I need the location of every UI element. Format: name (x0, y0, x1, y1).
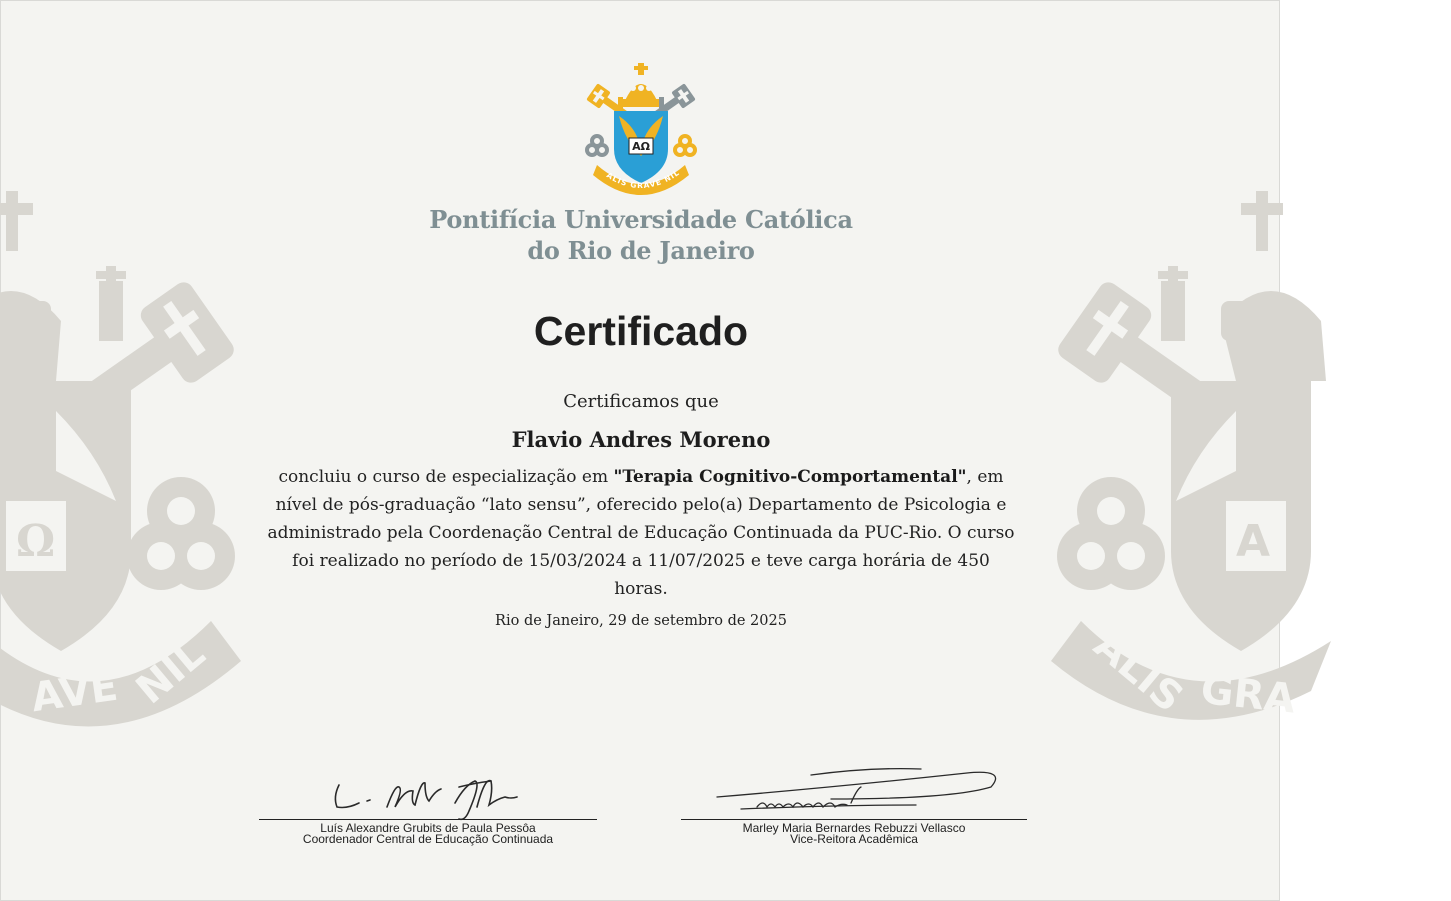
svg-text:A: A (1236, 516, 1271, 567)
handwritten-signature (259, 763, 597, 823)
watermark-crest-left (0, 171, 241, 731)
handwritten-signature (681, 763, 1027, 823)
signer-name: Luís Alexandre Grubits de Paula Pessôa (320, 821, 536, 835)
crest-alpha-omega: AΩ (632, 140, 650, 153)
svg-text:Ω: Ω (16, 516, 56, 567)
university-name (341, 204, 941, 266)
university-name-line1: Pontifícia Universidade Católica (429, 205, 853, 234)
body-text-start: concluiu o curso de especialização em (278, 467, 614, 487)
place-and-date: Rio de Janeiro, 29 de setembro de 2025 (495, 613, 787, 629)
signature-line (259, 819, 597, 820)
watermark-crest-right (1051, 171, 1451, 731)
signer-role: Vice-Reitora Acadêmica (790, 832, 918, 846)
signer-role: Coordenador Central de Educação Continuada (302, 832, 554, 846)
university-crest-logo (581, 61, 701, 196)
course-name: "Terapia Cognitivo-Comportamental" (613, 467, 967, 487)
crest-motto: ALIS GRAVE NIL (604, 167, 682, 191)
university-name-line2: do Rio de Janeiro (527, 236, 755, 265)
svg-text:GRA: GRA (1198, 666, 1298, 723)
certificate-body (263, 463, 1019, 603)
certificate-title: Certificado (533, 308, 749, 354)
svg-text:NIL: NIL (127, 630, 214, 714)
signer-name: Marley Maria Bernardes Rebuzzi Vellasco (742, 821, 966, 835)
body-text-end: , em nível de pós-graduação “lato sensu”, oferecido pelo(a) Departamento de Psicologia e administrado pela Coordenação Central de Educação Continuada da PUC-Rio. O curso foi realizado no período de 15/03/2024 a 11/07/2025 e teve carga horária de 450 horas. (267, 467, 1015, 599)
signature-line (681, 819, 1027, 820)
svg-text:ALIS: ALIS (1085, 621, 1192, 722)
certificate-intro: Certificamos que (563, 391, 719, 412)
svg-text:AVE: AVE (28, 663, 121, 722)
recipient-name: Flavio Andres Moreno (511, 427, 771, 452)
